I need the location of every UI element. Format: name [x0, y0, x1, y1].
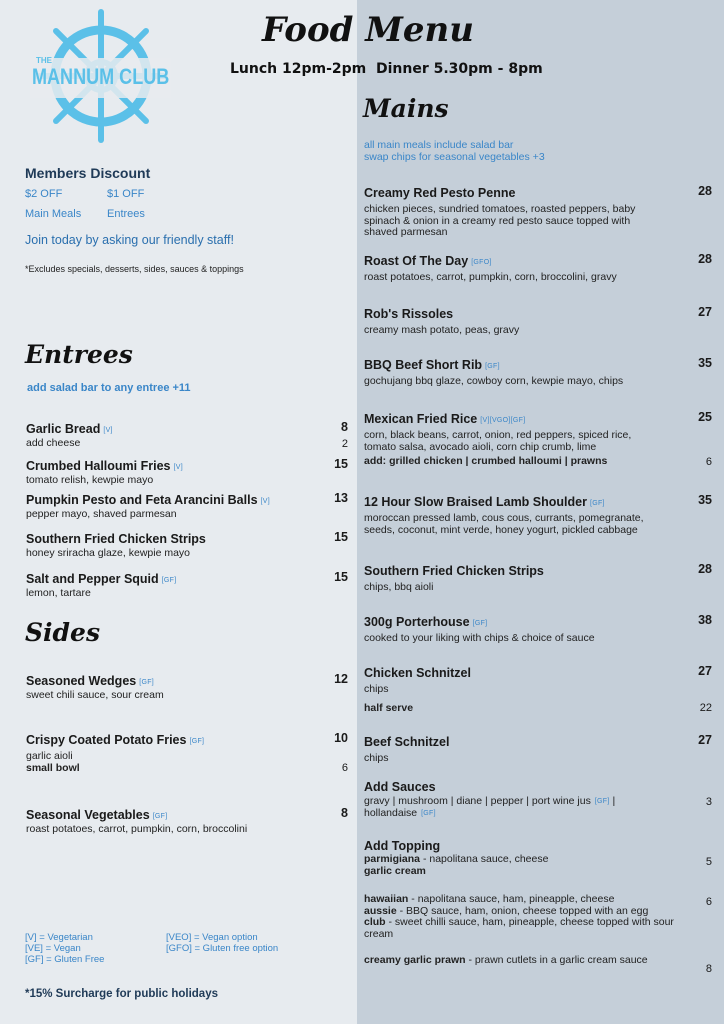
logo-line1: THE	[36, 56, 52, 65]
add-topping	[364, 839, 712, 975]
item-name: Creamy Red Pesto Penne	[364, 186, 516, 200]
item-desc: chicken pieces, sundried tomatoes, roasted peppers, baby spinach & onion in a creamy red pesto sauce topped with shaved parmesan	[364, 203, 636, 238]
item-price: 8	[341, 806, 348, 820]
diet-tag: [V][VGO][GF]	[480, 417, 526, 424]
sides-heading: Sides	[25, 618, 101, 647]
diet-tag: [GF]	[161, 577, 177, 584]
item-desc: pepper mayo, shaved parmesan	[26, 508, 177, 520]
item-price: 13	[334, 491, 348, 505]
item-name: Beef Schnitzel	[364, 735, 450, 749]
item-price: 10	[334, 731, 348, 745]
sauces-title: Add Sauces	[364, 780, 436, 794]
side-item	[26, 806, 348, 836]
item-price: 28	[698, 184, 712, 198]
entree-item	[26, 530, 348, 560]
club-logo	[28, 8, 173, 148]
topping-desc: - napolitana sauce, cheese	[420, 853, 549, 865]
legend-entry: [GF] = Gluten Free	[25, 954, 105, 965]
entree-item	[26, 420, 348, 450]
diet-tag: [V]	[260, 498, 271, 505]
extra-price: 6	[341, 762, 348, 774]
diet-tag: [GF]	[485, 363, 500, 370]
item-name: Crispy Coated Potato Fries	[26, 733, 187, 747]
side-item	[26, 672, 348, 702]
entrees-discount-label: Entrees	[107, 208, 145, 220]
item-desc: chips	[364, 752, 389, 764]
topping-desc: - napolitana sauce, ham, pineapple, cheese	[408, 893, 615, 905]
topping-price: 8	[705, 963, 712, 975]
entrees-discount: $1 OFF	[107, 188, 145, 200]
main-item	[364, 305, 712, 337]
item-desc: roast potatoes, carrot, pumpkin, corn, broccolini, gravy	[364, 271, 617, 283]
item-price: 35	[698, 493, 712, 507]
item-extra: small bowl	[26, 761, 80, 774]
item-desc: chips, bbq aioli	[364, 581, 434, 593]
item-price: 27	[698, 664, 712, 678]
item-price: 12	[334, 672, 348, 686]
item-price: 28	[698, 252, 712, 266]
legend-entry: [GFO] = Gluten free option	[166, 943, 279, 954]
topping-name: club	[364, 916, 386, 928]
add-sauces: Add Sauces gravy | mushroom | diane | pepper | port wine jus [GF] | hollandaise [GF] 3	[364, 780, 712, 819]
diet-legend-col2	[166, 932, 278, 954]
item-desc: gochujang bbq glaze, cowboy corn, kewpie mayo, chips	[364, 375, 624, 387]
extra-price: 22	[699, 702, 712, 714]
mains-note: swap chips for seasonal vegetables +3	[364, 150, 545, 163]
diet-tag: [V]	[103, 427, 113, 434]
item-extra: add: grilled chicken | crumbed halloumi | prawns	[364, 455, 608, 467]
item-price: 38	[698, 613, 712, 627]
item-name: Rob's Rissoles	[364, 307, 454, 321]
item-desc: lemon, tartare	[26, 587, 91, 599]
item-name: Southern Fried Chicken Strips	[26, 532, 206, 546]
item-desc: corn, black beans, carrot, onion, red peppers, spiced rice, tomato salsa, avocado aioli, corn chip crumb, lime	[364, 429, 632, 453]
item-name: Seasonal Vegetables	[26, 808, 150, 822]
main-item	[364, 410, 712, 468]
topping-name: garlic cream	[364, 864, 426, 877]
diet-tag: [GFO]	[471, 259, 492, 266]
item-desc: sweet chili sauce, sour cream	[26, 689, 164, 701]
item-desc: creamy mash potato, peas, gravy	[364, 324, 520, 336]
item-name: Salt and Pepper Squid	[26, 572, 159, 586]
item-desc: honey sriracha glaze, kewpie mayo	[26, 547, 191, 559]
item-price: 15	[334, 457, 348, 471]
main-item	[364, 613, 712, 645]
item-price: 35	[698, 356, 712, 370]
item-price: 8	[341, 420, 348, 434]
topping-name: hawaiian	[364, 893, 409, 905]
item-price: 15	[334, 530, 348, 544]
topping-name: creamy garlic prawn	[364, 954, 466, 966]
diet-tag: [GF]	[589, 500, 605, 507]
item-price: 25	[698, 410, 712, 424]
topping-price: 6	[705, 896, 712, 908]
item-extra: half serve	[364, 701, 414, 714]
join-message: Join today by asking our friendly staff!	[25, 233, 234, 247]
item-name: Crumbed Halloumi Fries	[26, 459, 171, 473]
mains-heading: Mains	[363, 94, 449, 123]
diet-tag: [GF]	[152, 813, 168, 820]
members-discount-title: Members Discount	[25, 165, 151, 181]
item-name: 12 Hour Slow Braised Lamb Shoulder	[364, 495, 587, 509]
extra-price: 2	[341, 438, 348, 450]
main-item	[364, 493, 712, 536]
topping-title: Add Topping	[364, 839, 441, 853]
item-desc: tomato relish, kewpie mayo	[26, 474, 154, 486]
diet-tag: [GF]	[421, 809, 436, 817]
topping-desc: - sweet chilli sauce, ham, pineapple, cheese topped with sour cream	[364, 916, 674, 940]
legend-entry: [V] = Vegetarian	[25, 932, 93, 943]
logo-line2: MANNUM CLUB	[32, 64, 170, 89]
item-price: 27	[698, 305, 712, 319]
diet-tag: [V]	[173, 464, 183, 471]
surcharge-note: *15% Surcharge for public holidays	[25, 988, 218, 1000]
sauces-list: gravy | mushroom | diane | pepper | port wine jus	[364, 795, 591, 807]
entree-item	[26, 491, 348, 521]
extra-price: 6	[705, 456, 712, 468]
sauces-list-2: hollandaise	[364, 806, 418, 819]
legend-entry: [VE] = Vegan	[25, 943, 81, 954]
entree-item	[26, 570, 348, 600]
diet-tag: [GF]	[594, 798, 610, 805]
main-item	[364, 356, 712, 388]
diet-tag: [GF]	[139, 679, 155, 686]
topping-name: parmigiana	[364, 853, 421, 865]
topping-price: 5	[705, 856, 712, 868]
mains-discount: $2 OFF	[25, 188, 63, 200]
item-name: Chicken Schnitzel	[364, 666, 471, 680]
diet-legend-col1	[25, 932, 104, 965]
topping-desc: - BBQ sauce, ham, onion, cheese topped with an egg	[396, 904, 649, 917]
main-item	[364, 252, 712, 284]
item-desc: add cheese	[26, 437, 81, 449]
mains-discount-label: Main Meals	[25, 208, 82, 220]
legend-entry: [VEO] = Vegan option	[166, 932, 258, 943]
menu-title: Food Menu	[262, 10, 474, 50]
item-desc: roast potatoes, carrot, pumpkin, corn, broccolini	[26, 823, 248, 835]
main-item	[364, 562, 712, 594]
item-name: BBQ Beef Short Rib	[364, 358, 483, 372]
item-price: 15	[334, 570, 348, 584]
item-name: 300g Porterhouse	[364, 615, 470, 629]
mains-note: all main meals include salad bar	[364, 139, 514, 151]
entrees-heading: Entrees	[25, 340, 133, 369]
main-item	[364, 733, 712, 765]
side-item	[26, 731, 348, 774]
mains-notes	[364, 140, 545, 163]
opening-hours: Lunch 12pm-2pm Dinner 5.30pm - 8pm	[230, 61, 543, 77]
entrees-note: add salad bar to any entree +11	[27, 382, 191, 394]
topping-name: aussie	[364, 904, 397, 917]
item-desc: chips	[364, 683, 389, 695]
item-name: Roast Of The Day	[364, 254, 469, 268]
main-item	[364, 664, 712, 714]
diet-tag: [GF]	[189, 738, 205, 745]
item-name: Southern Fried Chicken Strips	[364, 564, 544, 578]
entree-item	[26, 457, 348, 487]
main-item	[364, 184, 712, 239]
sauces-price: 3	[705, 796, 712, 808]
item-desc: moroccan pressed lamb, cous cous, currants, pomegranate, seeds, coconut, mint verde, honey yogurt, pickled cabbage	[364, 512, 644, 536]
discount-exclusions: *Excludes specials, desserts, sides, sauces & toppings	[25, 264, 244, 274]
item-price: 28	[698, 562, 712, 576]
item-desc: cooked to your liking with chips & choice of sauce	[364, 632, 595, 644]
item-price: 27	[698, 733, 712, 747]
item-desc: garlic aioli	[26, 750, 73, 762]
topping-desc: - prawn cutlets in a garlic cream sauce	[465, 954, 648, 966]
item-name: Mexican Fried Rice	[364, 412, 478, 426]
item-name: Pumpkin Pesto and Feta Arancini Balls	[26, 493, 258, 507]
diet-tag: [GF]	[472, 620, 488, 627]
item-name: Garlic Bread	[26, 422, 101, 436]
item-name: Seasoned Wedges	[26, 674, 137, 688]
